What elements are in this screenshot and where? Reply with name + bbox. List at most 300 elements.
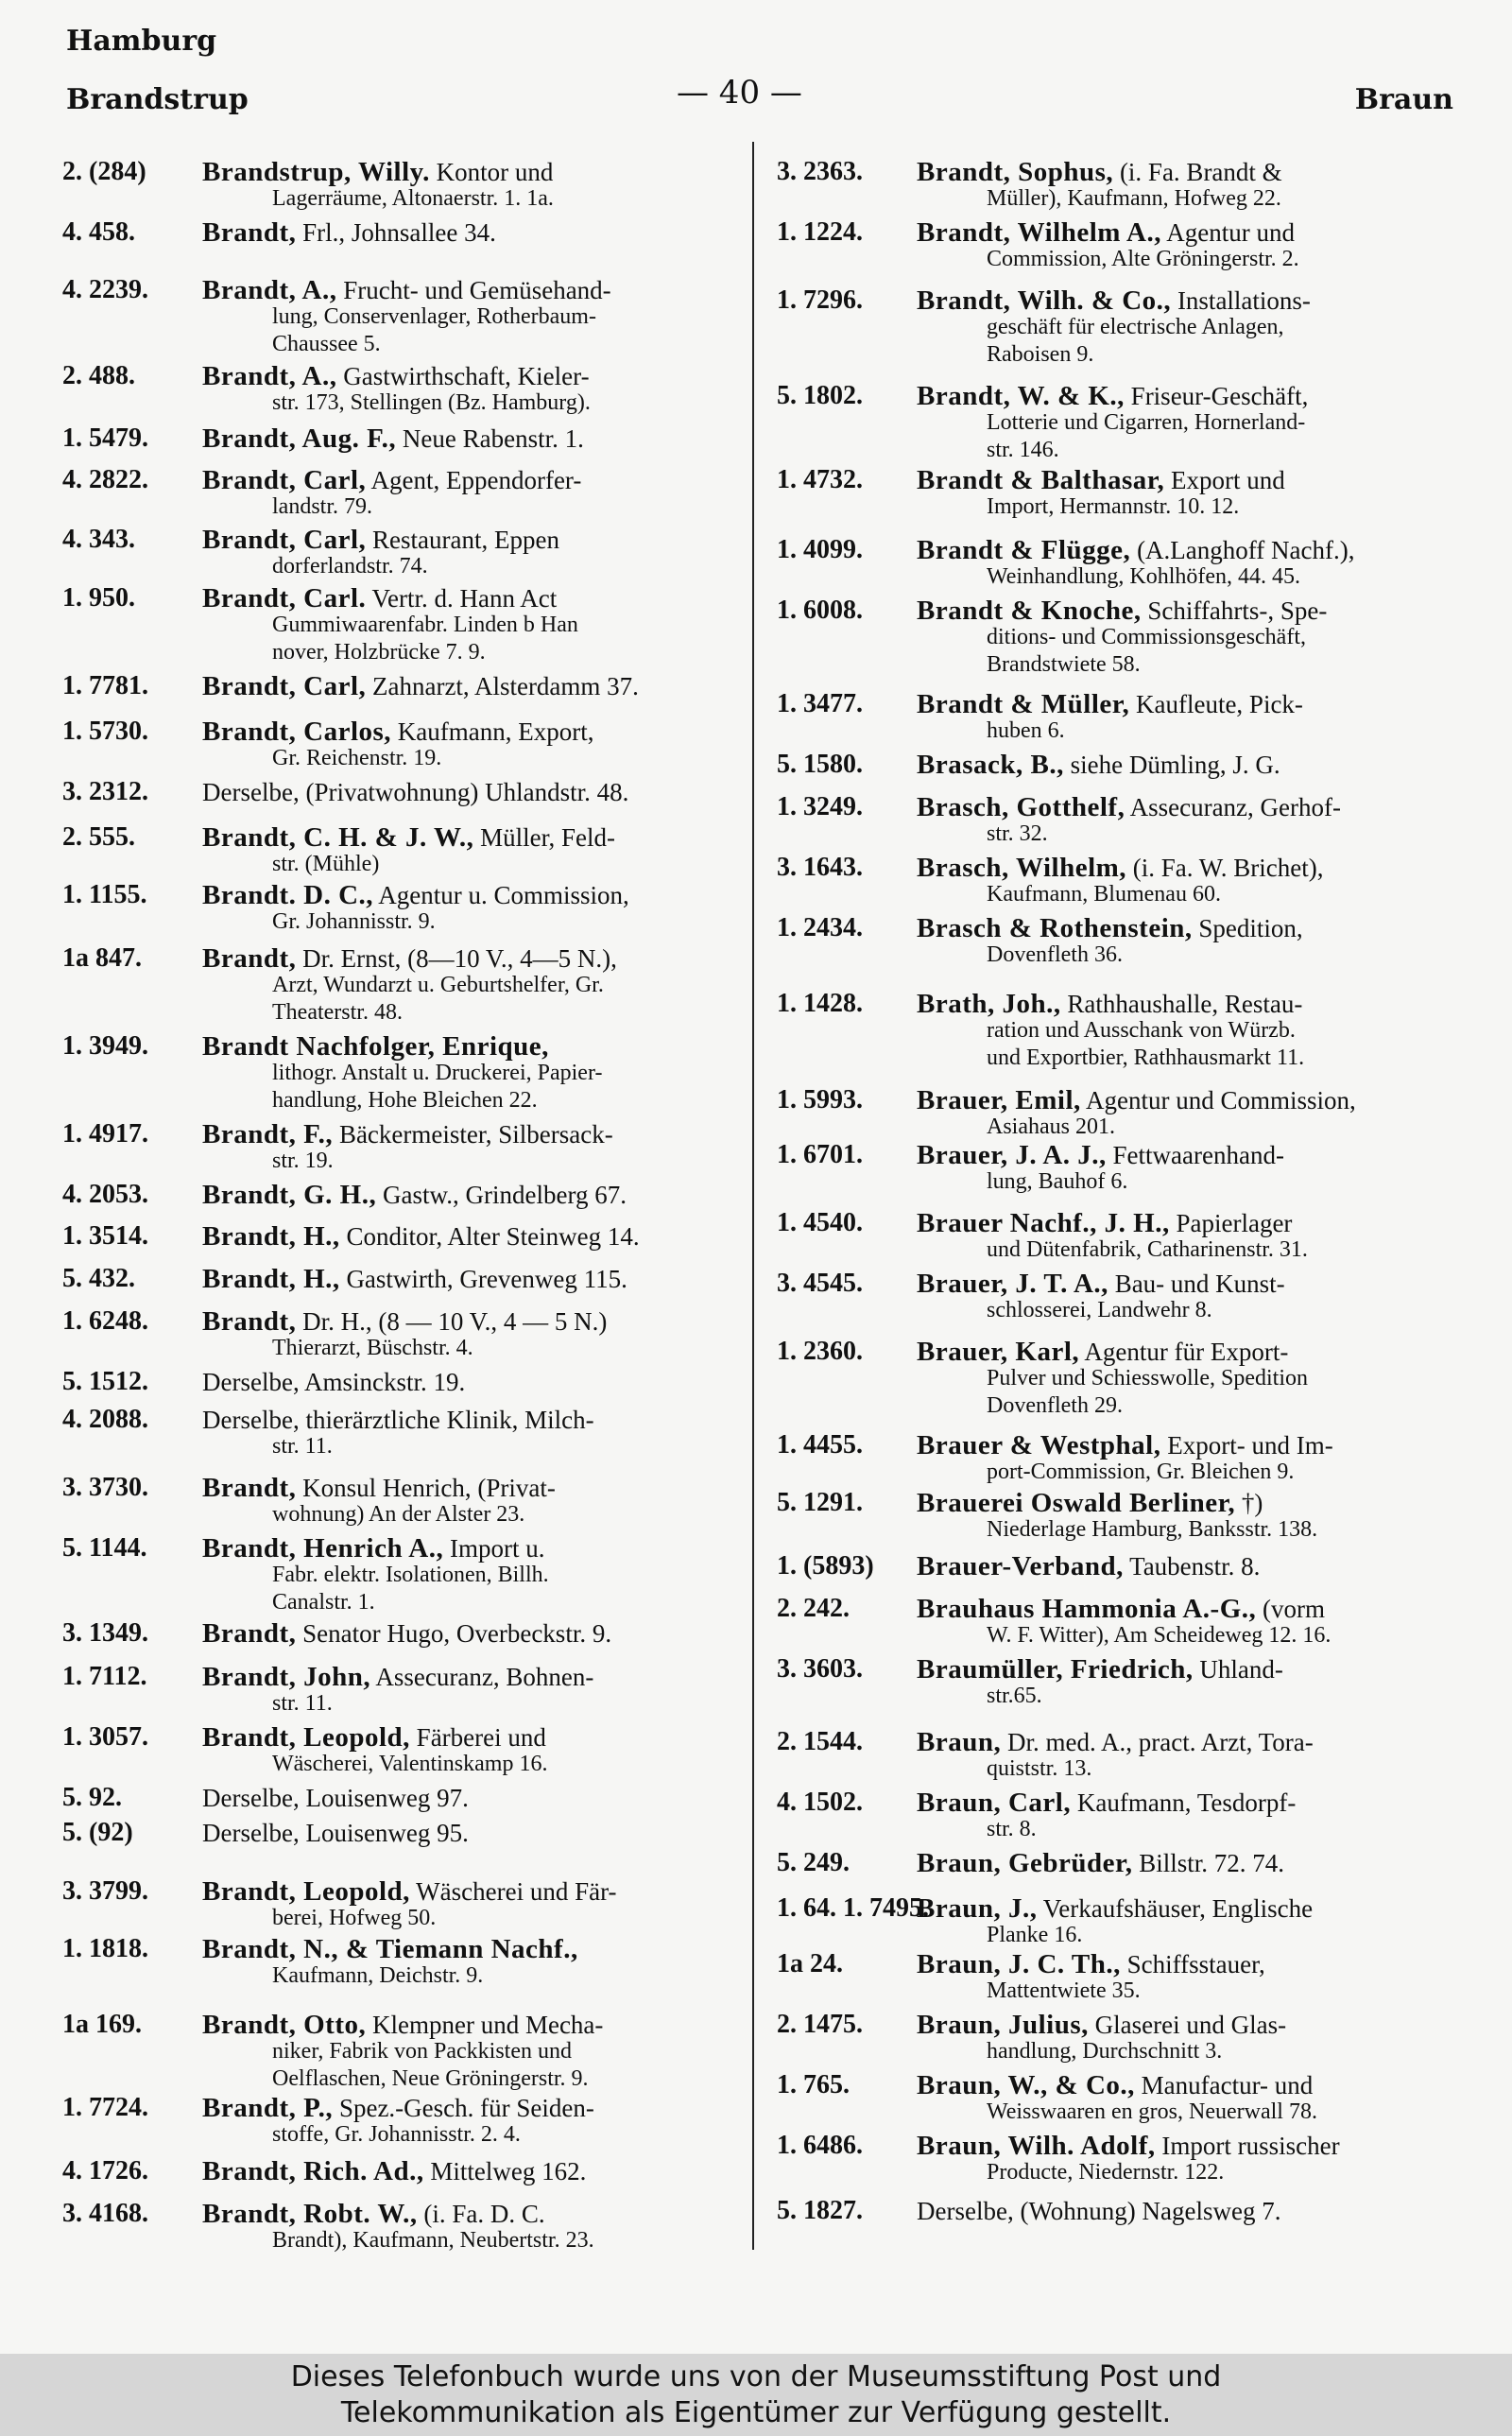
entry-continuation: str. 19. [272, 1148, 334, 1173]
phone-number: 1. 3514. [62, 1221, 148, 1252]
phone-number: 1a 169. [62, 2010, 142, 2039]
entry-detail: Spedition, [1192, 914, 1303, 942]
entry-detail: Derselbe, Amsinckstr. 19. [202, 1368, 466, 1396]
entry-name: Brandt, N., & Tiemann Nachf., [202, 1934, 578, 1964]
entry-head [917, 596, 1463, 627]
entry-name: Brandt, H., [202, 1221, 340, 1253]
entry-head [917, 465, 1463, 496]
entry-continuation: berei, Hofweg 50. [272, 1906, 437, 1931]
entry-detail: Wäscherei und Fär- [409, 1877, 617, 1907]
entry-name: Brandt, Sophus, [917, 157, 1114, 187]
entry-head [917, 1893, 1463, 1925]
phone-number: 3. 3730. [62, 1473, 148, 1502]
entry-detail: Installations- [1171, 286, 1311, 315]
entry-detail: †) [1235, 1489, 1263, 1517]
entry-name: Brasch & Rothenstein, [917, 913, 1193, 943]
entry-head [917, 2196, 1463, 2227]
entry-name: Brauer & Westphal, [917, 1430, 1161, 1461]
phone-number: 1. 3249. [777, 792, 863, 821]
entry-head [202, 465, 741, 496]
entry-detail: Derselbe, Louisenweg 97. [202, 1784, 469, 1812]
entry-head [202, 525, 741, 556]
phone-number: 5. 249. [777, 1847, 850, 1877]
entry-head [917, 1208, 1463, 1239]
phone-number: 1. 4732. [777, 465, 863, 495]
entry-name: Braun, [917, 1726, 1002, 1757]
entry-continuation: huben 6. [987, 718, 1065, 744]
entry-detail: Derselbe, thierärztliche Klinik, Milch- [202, 1406, 594, 1434]
phone-number: 1. 4917. [62, 1118, 148, 1149]
entry-detail: Färberei und [409, 1723, 546, 1752]
entry-detail: Agentur für Export- [1079, 1338, 1289, 1366]
phone-number: 3. 3799. [62, 1876, 148, 1907]
entry-continuation: handlung, Durchschnitt 3. [987, 2039, 1223, 2064]
entry-name: Braun, Wilh. Adolf, [917, 2131, 1156, 2161]
entry-continuation: Dovenfleth 36. [987, 942, 1123, 967]
entry-continuation: niker, Fabrik von Packkisten und Oelflaschen, Neue Gröningerstr. 9. [272, 2039, 589, 2091]
phone-number: 1. 6701. [777, 1140, 863, 1169]
entry-continuation: schlosserei, Landwehr 8. [987, 1298, 1212, 1322]
entry-head [202, 1533, 741, 1564]
entry-continuation: ditions- und Commissionsgeschäft, Brandstwiete 58. [987, 625, 1306, 677]
entry-head [202, 1934, 741, 1965]
entry-head [917, 1140, 1463, 1171]
entry-name: Brandt, [202, 1306, 297, 1337]
entry-head [917, 1488, 1463, 1519]
entry-detail: Derselbe, (Privatwohnung) Uhlandstr. 48. [202, 778, 629, 806]
entry-name: Brandt, H., [202, 1264, 340, 1295]
entry-head [202, 217, 741, 249]
phone-number: 3. 2312. [62, 777, 148, 806]
entry-head [917, 1654, 1463, 1685]
entry-detail: Import russischer [1155, 2132, 1340, 2160]
entry-detail: Dr. med. A., pract. Arzt, Tora- [1001, 1727, 1314, 1756]
entry-detail: Kaufmann, Export, [391, 717, 594, 746]
entry-detail: Agent, Eppendorfer- [366, 466, 582, 495]
entry-name: Brandt, Henrich A., [202, 1533, 444, 1564]
entry-name: Brandstrup, Willy. [202, 157, 430, 187]
entry-continuation: str. 8. [987, 1816, 1037, 1841]
entry-head [202, 1473, 741, 1504]
entry-name: Brandt, [202, 1473, 297, 1503]
entry-continuation: und Dütenfabrik, Catharinenstr. 31. [987, 1237, 1308, 1262]
entry-continuation: Niederlage Hamburg, Banksstr. 138. [987, 1517, 1318, 1542]
entry-continuation: str. 32. [987, 821, 1048, 846]
entry-detail: Agentur und Commission, [1080, 1086, 1356, 1115]
phone-number: 1. 3949. [62, 1030, 148, 1061]
entry-continuation: str. 11. [272, 1434, 333, 1459]
entry-name: Braun, Julius, [917, 2010, 1089, 2040]
city-heading: Hamburg [66, 25, 217, 58]
entry-detail: Rathhaushalle, Restau- [1060, 990, 1303, 1018]
phone-number: 3. 4545. [777, 1269, 863, 1298]
entry-continuation: Commission, Alte Gröningerstr. 2. [987, 247, 1299, 271]
phone-number: 4. 1502. [777, 1787, 863, 1817]
entry-head [202, 822, 741, 854]
entry-continuation: wohnung) An der Alster 23. [272, 1502, 525, 1527]
entry-name: Brandt & Knoche, [917, 596, 1142, 626]
entry-head [917, 1727, 1463, 1758]
entry-detail: Bau- und Kunst- [1108, 1270, 1285, 1298]
entry-name: Brandt. D. C., [202, 879, 374, 910]
phone-number: 3. 1349. [62, 1617, 148, 1648]
entry-continuation: Gr. Reichenstr. 19. [272, 746, 442, 770]
entry-name: Brandt & Flügge, [917, 535, 1131, 565]
entry-continuation: W. F. Witter), Am Scheideweg 12. 16. [987, 1623, 1332, 1648]
entry-name: Braun, Carl, [917, 1787, 1072, 1818]
entry-detail: Kaufmann, Tesdorpf- [1071, 1788, 1297, 1817]
entry-name: Brasack, B., [917, 750, 1064, 781]
entry-head [202, 1722, 741, 1754]
entry-head [202, 1119, 741, 1150]
entry-name: Brasch, Gotthelf, [917, 792, 1125, 822]
phone-number: 1. 5479. [62, 423, 148, 453]
entry-name: Brandt, Leopold, [202, 1876, 410, 1908]
entry-name: Brandt, W. & K., [917, 380, 1125, 411]
running-head-first-entry: Brandstrup [66, 83, 249, 116]
entry-head [917, 1594, 1463, 1625]
entry-name: Brandt, Robt. W., [202, 2199, 418, 2229]
entry-head [202, 1180, 741, 1211]
entry-head [202, 880, 741, 911]
entry-detail: (vorm [1256, 1595, 1325, 1623]
entry-name: Brauer, J. T. A., [917, 1269, 1108, 1299]
entry-continuation: Thierarzt, Büschstr. 4. [272, 1336, 473, 1360]
entry-head [202, 583, 741, 614]
entry-detail: Schiffsstauer, [1120, 1950, 1265, 1978]
footer-notice [0, 2354, 1512, 2436]
entry-head [202, 671, 741, 702]
entry-detail: Gastwirthschaft, Kieler- [336, 362, 590, 390]
entry-detail: (A.Langhoff Nachf.), [1130, 536, 1355, 564]
phone-number: 3. 4168. [62, 2199, 148, 2228]
entry-detail: (i. Fa. Brandt & [1113, 158, 1282, 186]
entry-head [202, 361, 741, 392]
phone-number: 1. 7296. [777, 285, 863, 315]
entry-detail: Gastw., Grindelberg 67. [376, 1180, 627, 1209]
phone-number: 4. 458. [62, 217, 135, 247]
phone-number: 1. 2434. [777, 913, 863, 942]
phone-number: 1. 4099. [777, 535, 863, 564]
phone-number: 3. 3603. [777, 1654, 863, 1684]
entry-name: Brandt, Carl, [202, 465, 367, 496]
entry-detail: Conditor, Alter Steinweg 14. [339, 1222, 640, 1252]
entry-head [917, 381, 1463, 412]
entry-head [202, 275, 741, 306]
phone-number: 2. 1544. [777, 1726, 863, 1756]
entry-detail: Uhland- [1193, 1655, 1283, 1684]
entry-continuation: Müller), Kaufmann, Hofweg 22. [987, 186, 1281, 211]
entry-name: Brandt, [202, 943, 297, 974]
entry-detail: Senator Hugo, Overbeckstr. 9. [296, 1618, 612, 1648]
entry-head [202, 1405, 741, 1436]
entry-name: Brandt, Otto, [202, 2010, 367, 2040]
phone-number: 5. (92) [62, 1817, 133, 1847]
phone-number: 4. 2088. [62, 1405, 148, 1434]
entry-head [917, 1337, 1463, 1368]
entry-name: Braun, Gebrüder, [917, 1847, 1133, 1878]
entry-continuation: ration und Ausschank von Würzb. und Exportbier, Rathhausmarkt 11. [987, 1018, 1305, 1070]
entry-name: Brandt, Carlos, [202, 717, 392, 747]
phone-number: 1. 2360. [777, 1337, 863, 1366]
entry-continuation: str. 11. [272, 1691, 333, 1716]
phone-number: 1. 3477. [777, 689, 863, 719]
phone-number: 4. 343. [62, 524, 135, 554]
entry-continuation: Wäscherei, Valentinskamp 16. [272, 1752, 548, 1776]
entry-name: Brandt, G. H., [202, 1179, 377, 1210]
entry-detail: Manufactur- und [1134, 2071, 1314, 2099]
phone-number: 1. 1818. [62, 1934, 148, 1963]
entry-continuation: quiststr. 13. [987, 1755, 1092, 1781]
entry-name: Brandt, A., [202, 361, 337, 391]
entry-continuation: str. (Mühle) [272, 852, 380, 876]
entry-detail: Gastwirth, Grevenweg 115. [339, 1265, 627, 1294]
phone-number: 1. 950. [62, 583, 135, 613]
entry-head [917, 535, 1463, 566]
entry-continuation: Gr. Johannisstr. 9. [272, 908, 436, 934]
entry-detail: Export- und Im- [1160, 1431, 1333, 1460]
entry-head [202, 1783, 741, 1814]
entry-name: Brandt, Carl, [202, 671, 367, 701]
entry-continuation: Kaufmann, Blumenau 60. [987, 882, 1221, 907]
entry-name: Brandt, Aug. F., [202, 423, 397, 454]
entry-detail: Derselbe, (Wohnung) Nagelsweg 7. [917, 2196, 1281, 2225]
entry-detail: Frucht- und Gemüsehand- [336, 275, 611, 304]
entry-continuation: lung, Bauhof 6. [987, 1169, 1128, 1194]
entry-name: Braun, J. C. Th., [917, 1949, 1121, 1979]
phone-number: 2. 1475. [777, 2010, 863, 2039]
entry-name: Brandt, Rich. Ad., [202, 2156, 424, 2187]
entry-detail: (i. Fa. W. Brichet), [1126, 854, 1324, 882]
entry-continuation: Producte, Niedernstr. 122. [987, 2160, 1225, 2185]
phone-number: 5. 1580. [777, 750, 863, 780]
entry-detail: Assecuranz, Bohnen- [370, 1663, 594, 1691]
phone-number: 1. 4540. [777, 1208, 863, 1237]
entry-continuation: Asiahaus 201. [987, 1114, 1115, 1140]
phone-number: 5. 92. [62, 1783, 122, 1812]
entry-name: Brandt, [202, 1617, 297, 1649]
entry-detail: Agentur und [1161, 218, 1296, 247]
phone-number: 1. 6486. [777, 2131, 863, 2160]
entry-continuation: Kaufmann, Deichstr. 9. [272, 1963, 484, 1988]
entry-continuation: stoffe, Gr. Johannisstr. 2. 4. [272, 2122, 521, 2147]
entry-head [202, 777, 741, 808]
entry-detail: Dr. Ernst, (8—10 V., 4—5 N.), [296, 944, 617, 973]
phone-number: 5. 432. [62, 1264, 135, 1294]
entry-continuation: Arzt, Wundarzt u. Geburtshelfer, Gr. Theaterstr. 48. [272, 973, 604, 1025]
footer-line-1: Dieses Telefonbuch wurde uns von der Museumsstiftung Post und [290, 2360, 1222, 2393]
entry-name: Brandt & Müller, [917, 689, 1130, 720]
entry-detail: Mittelweg 162. [423, 2157, 587, 2186]
entry-detail: Konsul Henrich, (Privat- [296, 1474, 556, 1502]
phone-number: 1. 3057. [62, 1722, 148, 1752]
phone-number: 1. 5730. [62, 717, 148, 746]
entry-head [202, 1221, 741, 1253]
left-column [62, 142, 741, 2259]
entry-detail: Schiffahrts-, Spe- [1141, 596, 1328, 625]
phone-number: 1. 7112. [62, 1662, 147, 1691]
entry-detail: Neue Rabenstr. 1. [396, 423, 584, 453]
entry-name: Brauer, Karl, [917, 1337, 1080, 1367]
phone-number: 4. 2053. [62, 1179, 148, 1209]
entry-continuation: str. 173, Stellingen (Bz. Hamburg). [272, 390, 591, 415]
entry-detail: Kaufleute, Pick- [1129, 690, 1303, 719]
phone-number: 1. 5993. [777, 1085, 863, 1115]
entry-continuation: Import, Hermannstr. 10. 12. [987, 494, 1240, 520]
entry-detail: Papierlager [1169, 1209, 1293, 1237]
entry-detail: Zahnarzt, Alsterdamm 37. [366, 672, 639, 700]
entry-name: Brandt, A., [202, 274, 337, 305]
entry-head [917, 1788, 1463, 1819]
entry-continuation: Gummiwaarenfabr. Linden b Han nover, Holzbrücke 7. 9. [272, 613, 578, 665]
entry-head [202, 423, 741, 455]
entry-name: Brauhaus Hammonia A.-G., [917, 1594, 1257, 1624]
phone-number: 5. 1144. [62, 1533, 147, 1563]
phone-number: 2. (284) [62, 157, 146, 186]
entry-head [917, 1848, 1463, 1879]
entry-name: Braumüller, Friedrich, [917, 1654, 1194, 1684]
entry-continuation: Pulver und Schiesswolle, Spedition Dovenfleth 29. [987, 1366, 1308, 1418]
running-head-last-entry: Braun [1354, 83, 1453, 116]
entry-head [917, 1085, 1463, 1116]
phone-number: 1. 1224. [777, 217, 863, 247]
entry-head [917, 792, 1463, 823]
phone-number: 2. 242. [777, 1594, 850, 1623]
entry-name: Brandt, Wilh. & Co., [917, 285, 1172, 316]
entry-detail: Friseur-Geschäft, [1124, 381, 1309, 410]
entry-name: Braun, W., & Co., [917, 2070, 1135, 2100]
entry-continuation: Brandt), Kaufmann, Neubertstr. 23. [272, 2228, 594, 2253]
entry-head [917, 157, 1463, 188]
entry-head [202, 1876, 741, 1908]
entry-continuation: Lagerräume, Altonaerstr. 1. 1a. [272, 186, 554, 211]
entry-head [917, 689, 1463, 720]
entry-continuation: str.65. [987, 1684, 1042, 1708]
entry-head [917, 285, 1463, 317]
entry-name: Brandt, F., [202, 1118, 334, 1149]
phone-number: 1. 765. [777, 2070, 850, 2099]
entry-continuation: Lotterie und Cigarren, Hornerland- str. 146. [987, 409, 1306, 462]
entry-name: Brandt Nachfolger, Enrique, [202, 1030, 549, 1062]
entry-continuation: Weisswaaren en gros, Neuerwall 78. [987, 2099, 1317, 2124]
entry-head [202, 717, 741, 748]
entry-detail: Import u. [443, 1534, 545, 1563]
entry-head [917, 989, 1463, 1020]
entry-name: Brandt, John, [202, 1662, 371, 1692]
phone-number: 1. 6248. [62, 1306, 148, 1336]
entry-head [202, 2156, 741, 2187]
entry-name: Brath, Joh., [917, 989, 1061, 1019]
entry-name: Brandt, C. H. & J. W., [202, 822, 474, 853]
entry-detail: Fettwaarenhand- [1106, 1141, 1284, 1169]
entry-continuation: lung, Conservenlager, Rotherbaum- Chaussee 5. [272, 303, 596, 356]
entry-head [917, 2131, 1463, 2162]
entry-head [202, 2010, 741, 2041]
entry-name: Brauer-Verband, [917, 1551, 1124, 1582]
entry-name: Braun, J., [917, 1892, 1038, 1924]
entry-head [202, 1818, 741, 1849]
entry-name: Brasch, Wilhelm, [917, 853, 1127, 883]
entry-head [917, 217, 1463, 249]
entry-head [202, 1306, 741, 1338]
entry-head [202, 1264, 741, 1295]
phone-number: 4. 2239. [62, 274, 148, 304]
phone-number: 5. 1802. [777, 380, 863, 410]
entry-detail: Agentur u. Commission, [373, 880, 629, 909]
entry-head [917, 1949, 1463, 1980]
phone-number: 1. (5893) [777, 1551, 874, 1581]
page-number: — 40 — [677, 74, 802, 112]
entry-detail: Müller, Feld- [473, 823, 616, 852]
phone-number: 3. 2363. [777, 157, 863, 186]
entry-head [202, 943, 741, 975]
entry-head [202, 1031, 741, 1063]
phone-number: 1. 4455. [777, 1430, 863, 1460]
right-column [777, 142, 1463, 2259]
phone-number: 4. 1726. [62, 2156, 148, 2186]
entry-head [917, 1269, 1463, 1300]
entry-name: Brauer, J. A. J., [917, 1140, 1107, 1170]
entry-head [917, 750, 1463, 781]
entry-name: Brandt, Wilhelm A., [917, 217, 1162, 248]
entry-detail: Taubenstr. 8. [1123, 1552, 1261, 1581]
phone-number: 5. 1291. [777, 1488, 863, 1517]
entry-continuation: port-Commission, Gr. Bleichen 9. [987, 1460, 1295, 1485]
entry-detail: Export und [1164, 466, 1285, 495]
entry-detail: Restaurant, Eppen [366, 525, 559, 554]
entry-continuation: Weinhandlung, Kohlhöfen, 44. 45. [987, 564, 1301, 589]
entry-head [917, 2010, 1463, 2041]
entry-detail: Klempner und Mecha- [366, 2011, 604, 2039]
entry-head [917, 853, 1463, 884]
phone-number: 3. 1643. [777, 853, 863, 882]
entry-detail: Derselbe, Louisenweg 95. [202, 1818, 469, 1847]
entry-head [202, 2199, 741, 2230]
entry-continuation: Mattentwiete 35. [987, 1978, 1141, 2003]
entry-detail: Billstr. 72. 74. [1132, 1848, 1285, 1877]
entry-head [202, 1367, 741, 1398]
entry-detail: Assecuranz, Gerhof- [1125, 793, 1341, 821]
entry-detail: Frl., Johnsallee 34. [296, 218, 496, 247]
entry-name: Brandt, Leopold, [202, 1722, 410, 1753]
entry-head [917, 1430, 1463, 1461]
entry-detail: siehe Dümling, J. G. [1063, 751, 1280, 780]
entry-name: Brauer, Emil, [917, 1085, 1081, 1116]
entry-detail: Dr. H., (8 — 10 V., 4 — 5 N.) [296, 1307, 608, 1336]
entry-head [917, 913, 1463, 944]
entry-detail: Spez.-Gesch. für Seiden- [333, 2094, 594, 2122]
phone-number: 1. 64. 1. 7495. [777, 1892, 929, 1923]
phone-number: 5. 1827. [777, 2195, 863, 2225]
entry-name: Brauerei Oswald Berliner, [917, 1488, 1236, 1518]
entry-detail: (i. Fa. D. C. [417, 2200, 545, 2228]
entry-name: Brauer Nachf., J. H., [917, 1208, 1170, 1238]
footer-line-2: Telekommunikation als Eigentümer zur Verfügung gestellt. [340, 2396, 1172, 2429]
phone-number: 4. 2822. [62, 465, 148, 495]
entry-name: Brandt, [202, 217, 297, 248]
entry-continuation: Planke 16. [987, 1922, 1083, 1947]
phone-number: 5. 1512. [62, 1367, 148, 1396]
entry-continuation: dorferlandstr. 74. [272, 553, 428, 579]
entry-head [202, 1662, 741, 1693]
phone-number: 1a 847. [62, 943, 142, 973]
entry-name: Brandt & Balthasar, [917, 465, 1165, 496]
entry-head [202, 1618, 741, 1650]
entry-name: Brandt, P., [202, 2093, 334, 2123]
entry-head [202, 157, 741, 188]
entry-head [917, 1551, 1463, 1582]
entry-continuation: landstr. 79. [272, 494, 372, 520]
